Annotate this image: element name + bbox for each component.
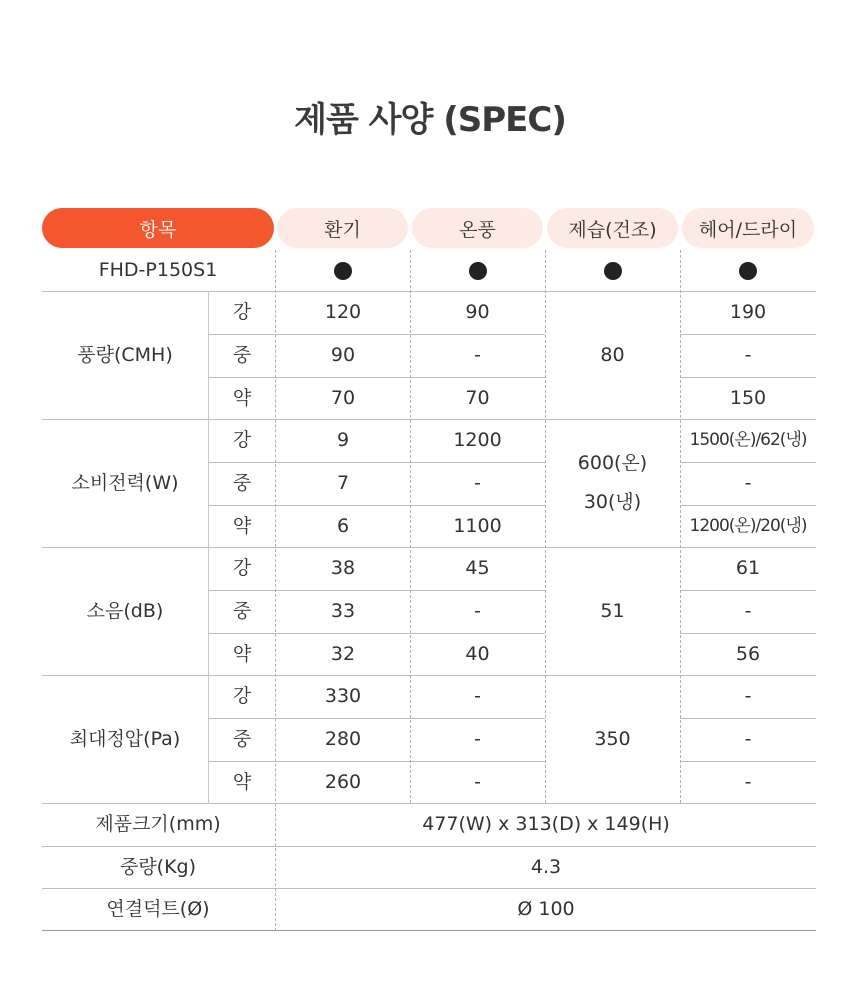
pressure-weak-ventilation: 260 <box>324 770 362 793</box>
noise-medium-hair-dry: - <box>744 600 752 623</box>
level-medium: 중 <box>232 344 252 367</box>
weight-label: 중량(Kg) <box>119 855 197 878</box>
noise-weak-hair-dry: 56 <box>735 642 761 665</box>
power-strong-ventilation: 9 <box>336 429 350 452</box>
level-medium: 중 <box>232 472 252 495</box>
pressure-medium-hair-dry: - <box>744 728 752 751</box>
airflow-label: 풍량(CMH) <box>77 343 173 366</box>
header-dehumidify: 제습(건조) <box>547 208 678 248</box>
level-weak: 약 <box>232 770 252 793</box>
column-divider <box>208 291 209 803</box>
power-medium-warm-air: - <box>474 472 481 495</box>
size-value: 477(W) x 313(D) x 149(H) <box>422 813 670 836</box>
power-dehumidify-cool: 30(냉) <box>583 491 642 513</box>
airflow-weak-hair-dry: 150 <box>729 386 767 409</box>
noise-medium-ventilation: 33 <box>330 600 356 623</box>
header-hair-dry: 헤어/드라이 <box>682 208 814 248</box>
pressure-weak-hair-dry: - <box>744 770 752 793</box>
airflow-strong-ventilation: 120 <box>324 301 362 324</box>
duct-label: 연결덕트(Ø) <box>106 898 210 921</box>
row-divider <box>680 462 816 463</box>
model-name: FHD-P150S1 <box>98 259 218 282</box>
noise-strong-warm-air: 45 <box>465 557 490 580</box>
power-label: 소비전력(W) <box>71 471 179 494</box>
level-weak: 약 <box>232 642 252 665</box>
pressure-strong-warm-air: - <box>474 685 481 708</box>
power-medium-hair-dry: - <box>744 472 752 495</box>
row-divider <box>208 761 545 762</box>
row-divider <box>42 888 816 889</box>
pressure-weak-warm-air: - <box>474 770 481 793</box>
model-ventilation-mark <box>276 250 410 291</box>
pressure-dehumidify: 350 <box>594 727 631 750</box>
level-weak: 약 <box>232 386 252 409</box>
column-divider <box>275 250 276 931</box>
airflow-medium-warm-air: - <box>474 344 481 367</box>
pressure-medium-warm-air: - <box>474 728 481 751</box>
airflow-medium-ventilation: 90 <box>330 344 356 367</box>
header-item: 항목 <box>42 208 274 248</box>
noise-dehumidify: 51 <box>600 599 625 622</box>
row-divider <box>680 590 816 591</box>
header-warm-air: 온풍 <box>412 208 543 248</box>
level-strong: 강 <box>232 429 252 452</box>
power-weak-ventilation: 6 <box>336 514 350 537</box>
level-strong: 강 <box>232 685 252 708</box>
row-divider <box>680 334 816 335</box>
model-hair-dry-mark <box>680 250 816 291</box>
airflow-medium-hair-dry: - <box>744 344 752 367</box>
row-divider <box>208 590 545 591</box>
column-divider <box>410 250 411 803</box>
pressure-medium-ventilation: 280 <box>324 728 362 751</box>
row-divider <box>680 377 816 378</box>
level-medium: 중 <box>232 600 252 623</box>
weight-value: 4.3 <box>530 855 562 878</box>
power-weak-hair-dry: 1200(온)/20(냉) <box>689 515 807 536</box>
power-weak-warm-air: 1100 <box>453 514 502 537</box>
airflow-strong-hair-dry: 190 <box>729 301 767 324</box>
row-divider <box>680 505 816 506</box>
noise-strong-hair-dry: 61 <box>735 557 761 580</box>
table-bottom-border <box>42 930 816 931</box>
row-divider <box>208 377 545 378</box>
column-divider <box>545 250 546 803</box>
noise-weak-warm-air: 40 <box>465 642 490 665</box>
level-strong: 강 <box>232 557 252 580</box>
row-divider <box>208 633 545 634</box>
filled-circle-icon <box>604 262 622 280</box>
row-divider <box>680 633 816 634</box>
filled-circle-icon <box>739 262 757 280</box>
row-divider <box>680 761 816 762</box>
duct-value: Ø 100 <box>517 898 575 921</box>
noise-weak-ventilation: 32 <box>330 642 356 665</box>
row-divider <box>42 846 816 847</box>
row-divider <box>42 419 816 420</box>
pressure-label: 최대정압(Pa) <box>69 727 181 750</box>
model-warm-air-mark <box>410 250 545 291</box>
row-divider <box>42 291 816 292</box>
noise-label: 소음(dB) <box>86 599 164 622</box>
row-divider <box>208 718 545 719</box>
level-medium: 중 <box>232 728 252 751</box>
power-dehumidify-warm: 600(온) <box>577 452 648 475</box>
airflow-weak-warm-air: 70 <box>465 386 490 409</box>
level-strong: 강 <box>232 301 252 324</box>
page-title: 제품 사양 (SPEC) <box>294 100 566 140</box>
power-medium-ventilation: 7 <box>336 472 350 495</box>
power-strong-hair-dry: 1500(온)/62(냉) <box>689 430 807 451</box>
row-divider <box>680 718 816 719</box>
power-strong-warm-air: 1200 <box>453 429 502 452</box>
airflow-strong-warm-air: 90 <box>465 301 490 324</box>
filled-circle-icon <box>334 262 352 280</box>
pressure-strong-ventilation: 330 <box>324 685 362 708</box>
level-weak: 약 <box>232 514 252 537</box>
row-divider <box>208 334 545 335</box>
column-divider <box>680 250 681 803</box>
noise-strong-ventilation: 38 <box>330 557 356 580</box>
filled-circle-icon <box>469 262 487 280</box>
row-divider <box>208 505 545 506</box>
row-divider <box>42 547 816 548</box>
airflow-dehumidify: 80 <box>600 343 625 366</box>
row-divider <box>42 803 816 804</box>
airflow-weak-ventilation: 70 <box>330 386 356 409</box>
power-dehumidify <box>545 419 680 547</box>
row-divider <box>42 675 816 676</box>
model-dehumidify-mark <box>545 250 680 291</box>
pressure-strong-hair-dry: - <box>744 685 752 708</box>
size-label: 제품크기(mm) <box>95 813 221 836</box>
header-ventilation: 환기 <box>277 208 408 248</box>
noise-medium-warm-air: - <box>474 600 481 623</box>
row-divider <box>208 462 545 463</box>
